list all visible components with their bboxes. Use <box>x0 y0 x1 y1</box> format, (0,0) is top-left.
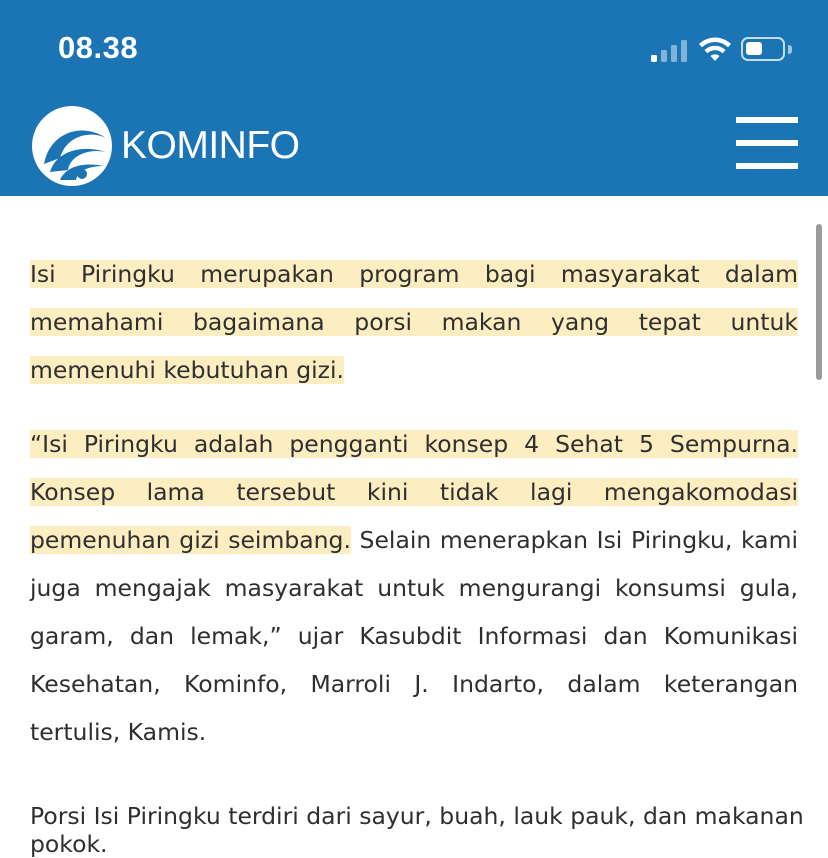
highlighted-text: Isi Piringku merupakan program bagi masyarakat dalam memahami bagaimana porsi makan yang tepat untuk memenuhi kebutuhan gizi. <box>30 260 798 384</box>
hamburger-menu-icon <box>736 117 798 123</box>
scrollbar[interactable] <box>816 224 822 380</box>
wifi-icon <box>698 36 732 62</box>
brand-name: KOMINFO <box>121 124 300 167</box>
highlighted-text: “Isi Piringku adalah pengganti konsep 4 Sehat 5 Sempurna. Konsep lama tersebut kini tidak lagi mengakomodasi pemenuhan gizi seimbang. <box>30 430 798 554</box>
article-paragraph-2 <box>30 420 798 756</box>
kominfo-logo-icon <box>30 104 114 188</box>
status-time: 08.38 <box>58 30 139 65</box>
article-body <box>30 150 798 756</box>
article-paragraph-1 <box>30 250 798 394</box>
paragraph-text: Selain menerapkan Isi Piringku, kami juga mengajak masyarakat untuk mengurangi konsumsi gula, garam, dan lemak,” ujar Kasubdit Informasi dan Komunikasi Kesehatan, Kominfo, Marroli J. Indarto, dalam keterangan tertulis, Kamis. <box>30 526 798 746</box>
app-header <box>0 0 828 196</box>
next-paragraph: Porsi Isi Piringku terdiri dari sayur, buah, lauk pauk, dan makanan pokok. <box>30 802 804 858</box>
cellular-signal-icon <box>651 40 691 62</box>
menu-button[interactable] <box>736 117 798 169</box>
battery-icon <box>741 37 785 61</box>
